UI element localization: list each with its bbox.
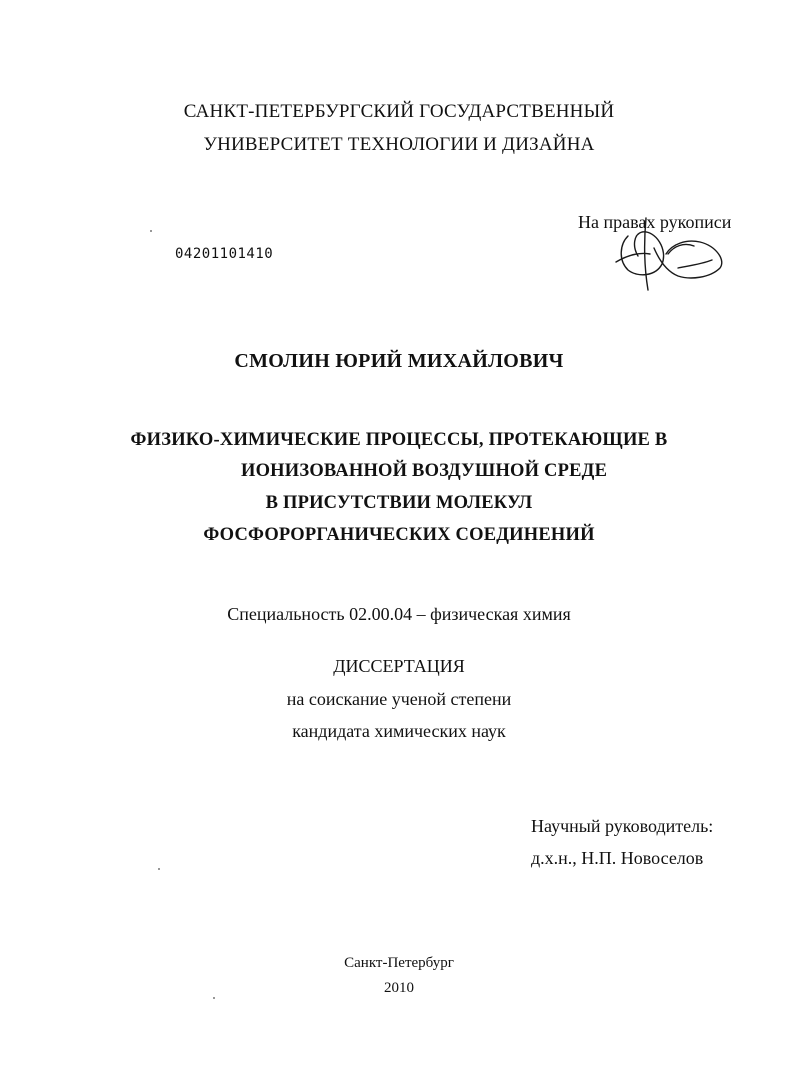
city: Санкт-Петербург xyxy=(344,955,454,971)
year: 2010 xyxy=(384,980,414,996)
specialty: Специальность 02.00.04 – физическая химия xyxy=(227,604,571,624)
author-name: СМОЛИН ЮРИЙ МИХАЙЛОВИЧ xyxy=(234,350,564,372)
scan-speck xyxy=(158,868,160,870)
thesis-degree: кандидата химических наук xyxy=(292,721,506,741)
supervisor-label: Научный руководитель: xyxy=(531,816,714,836)
university-name-line-2: УНИВЕРСИТЕТ ТЕХНОЛОГИИ И ДИЗАЙНА xyxy=(203,134,595,155)
title-line-2: ИОНИЗОВАННОЙ ВОЗДУШНОЙ СРЕДЕ xyxy=(241,461,608,481)
document-code: 04201101410 xyxy=(175,246,274,262)
title-line-3: В ПРИСУТСТВИИ МОЛЕКУЛ xyxy=(265,493,533,513)
scan-speck xyxy=(213,997,215,999)
university-name-line-1: САНКТ-ПЕТЕРБУРГСКИЙ ГОСУДАРСТВЕННЫЙ xyxy=(183,101,615,122)
supervisor-name: д.х.н., Н.П. Новоселов xyxy=(531,848,704,868)
handwritten-signature xyxy=(598,206,728,296)
manuscript-rights-note: На правах рукописи xyxy=(578,212,732,232)
scan-speck xyxy=(150,230,152,232)
title-line-1: ФИЗИКО-ХИМИЧЕСКИЕ ПРОЦЕССЫ, ПРОТЕКАЮЩИЕ В xyxy=(130,430,668,450)
thesis-purpose: на соискание ученой степени xyxy=(286,689,512,709)
title-line-4: ФОСФОРОРГАНИЧЕСКИХ СОЕДИНЕНИЙ xyxy=(203,525,595,545)
thesis-type: ДИССЕРТАЦИЯ xyxy=(333,656,465,676)
